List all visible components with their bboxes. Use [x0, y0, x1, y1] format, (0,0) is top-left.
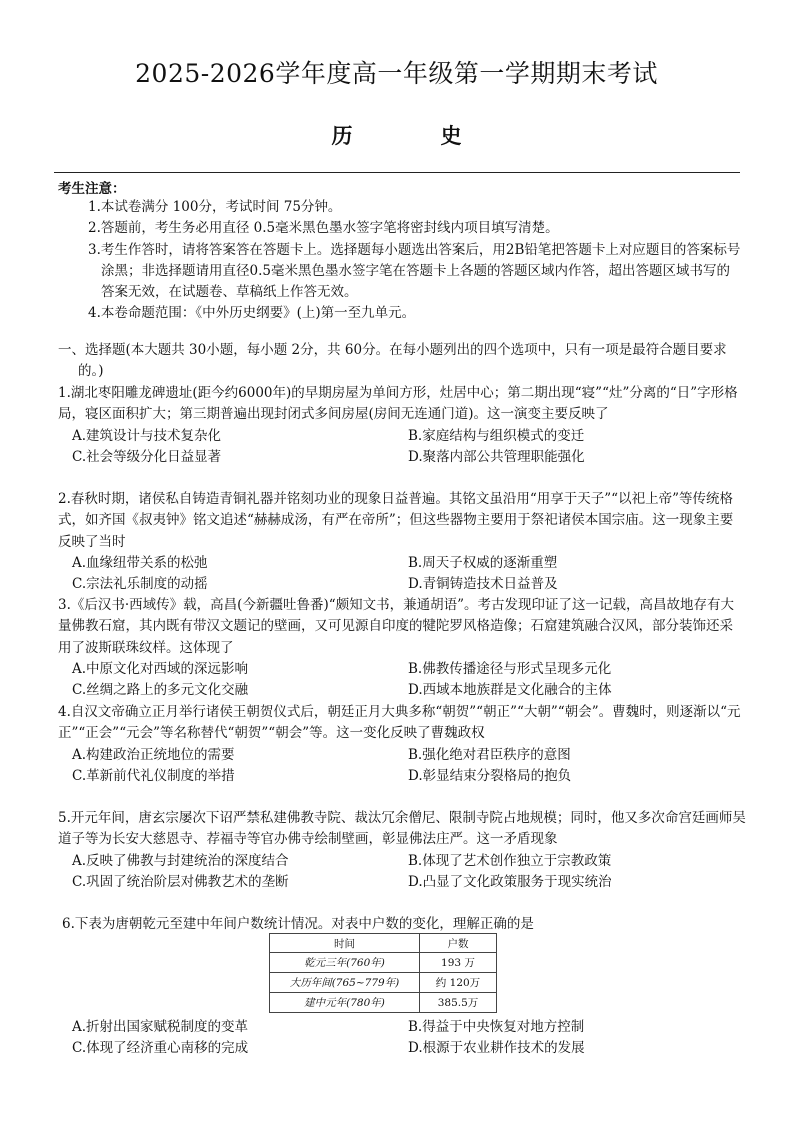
option-a[interactable]: A.中原文化对西域的深远影响	[72, 660, 249, 677]
question-3	[58, 595, 746, 701]
question-stem: 1.湖北枣阳雕龙碑遗址(距今约6000年)的早期房屋为单间方形，灶居中心；第二期出现“寝”“灶”分离的“日”字形格局，寝区面积扩大；第三期普遍出现封闭式多间房屋(房间无连通门道)。这一演变主要反映了	[58, 385, 738, 423]
table-cell: 乾元三年(760年)	[270, 953, 420, 973]
table-cell: 385.5万	[420, 993, 497, 1013]
option-d[interactable]: D.聚落内部公共管理职能强化	[408, 448, 585, 465]
option-d[interactable]: D.青铜铸造技术日益普及	[408, 576, 558, 593]
option-b[interactable]: B.强化绝对君臣秩序的意图	[408, 746, 571, 763]
question-5	[58, 808, 746, 893]
table-cell: 约 120万	[420, 973, 497, 993]
question-4	[58, 702, 746, 787]
option-c[interactable]: C.革新前代礼仪制度的举措	[72, 767, 235, 784]
table-cell: 大历年间(765~779年)	[270, 973, 420, 993]
table-header-cell: 时间	[270, 934, 420, 953]
option-c[interactable]: C.宗法礼乐制度的动摇	[72, 576, 208, 593]
table-header-row	[270, 934, 497, 953]
table-cell: 建中元年(780年)	[270, 993, 420, 1013]
question-stem: 3.《后汉书·西域传》载，高昌(今新疆吐鲁番)“颇知文书，兼通胡语”。考古发现印证了这一记载，高昌故地存有大量佛教石窟，其内既有带汉文题记的壁画，又可见源自印度的犍陀罗风格造像；石窟建筑融合汉风，部分装饰还采用了波斯联珠纹样。这体现了	[58, 597, 735, 656]
table-header-cell: 户数	[420, 934, 497, 953]
notice-item: 1.本试卷满分 100分，考试时间 75分钟。	[88, 199, 342, 215]
household-table	[269, 933, 497, 1013]
options-grid	[58, 851, 746, 894]
notice-item: 3.考生作答时，请将答案答在答题卡上。选择题每小题选出答案后，用2B铅笔把答题卡上对应题目的答案标号涂黑；非选择题请用直径0.5毫米黑色墨水签字笔在答题卡上各题的答题区域内作答，超出答题区域书写的答案无效，在试题卷、草稿纸上作答无效。	[88, 241, 741, 301]
table-row	[270, 953, 497, 973]
option-d[interactable]: D.凸显了文化政策服务于现实统治	[408, 873, 612, 890]
option-a[interactable]: A.构建政治正统地位的需要	[72, 746, 235, 763]
question-2	[58, 489, 746, 595]
option-a[interactable]: A.血缘纽带关系的松弛	[72, 554, 208, 571]
question-stem: 2.春秋时期，诸侯私自铸造青铜礼器并铭刻功业的现象日益普遍。其铭文虽沿用“用享于天子”“以祀上帝”等传统格式，如齐国《叔夷钟》铭文追述“赫赫成汤，有严在帝所”；但这些器物主要用于祭祀诸侯本国宗庙。这一现象主要反映了当时	[58, 491, 734, 550]
table-cell: 193 万	[420, 953, 497, 973]
notice-item: 2.答题前，考生务必用直径 0.5毫米黑色墨水签字笔将密封线内项目填写清楚。	[88, 220, 559, 237]
options-grid	[58, 745, 746, 788]
table-row	[270, 993, 497, 1013]
subject-char-2: 史	[440, 123, 462, 148]
options-grid	[58, 1017, 746, 1060]
option-a[interactable]: A.建筑设计与技术复杂化	[72, 427, 222, 444]
section-intro-text: 一、选择题(本大题共 30小题，每小题 2分，共 60分。在每小题列出的四个选项中，只有一项是最符合题目要求的。)	[58, 342, 727, 380]
option-d[interactable]: D.根源于农业耕作技术的发展	[408, 1040, 585, 1057]
option-b[interactable]: B.周天子权威的逐渐重塑	[408, 554, 558, 571]
notice-heading: 考生注意：	[58, 181, 126, 197]
option-d[interactable]: D.西域本地族群是文化融合的主体	[408, 682, 612, 699]
notice-item: 4.本卷命题范围：《中外历史纲要》(上)第一至九单元。	[88, 305, 416, 322]
option-c[interactable]: C.巩固了统治阶层对佛教艺术的垄断	[72, 873, 289, 890]
option-b[interactable]: B.家庭结构与组织模式的变迁	[408, 427, 585, 444]
header-divider	[54, 172, 740, 173]
notice-list	[88, 197, 743, 325]
options-grid	[58, 553, 746, 596]
option-c[interactable]: C.丝绸之路上的多元文化交融	[72, 682, 249, 699]
options-grid	[58, 426, 746, 469]
option-b[interactable]: B.体现了艺术创作独立于宗教政策	[408, 852, 612, 869]
question-stem: 5.开元年间，唐玄宗屡次下诏严禁私建佛教寺院、裁汰冗余僧尼、限制寺院占地规模；同时，他又多次命宫廷画师吴道子等为长安大慈恩寺、荐福寺等官办佛寺绘制壁画，彰显佛法庄严。这一矛盾现象	[58, 810, 746, 848]
question-stem: 4.自汉文帝确立正月举行诸侯王朝贺仪式后，朝廷正月大典多称“朝贺”“朝正”“大朝”“朝会”。曹魏时，则逐渐以“元正”“正会”“元会”等名称替代“朝贺”“朝会”等。这一变化反映了曹魏政权	[58, 704, 741, 742]
table-row	[270, 973, 497, 993]
option-d[interactable]: D.彰显结束分裂格局的抱负	[408, 767, 572, 784]
option-c[interactable]: C.社会等级分化日益显著	[72, 448, 222, 465]
section-intro	[58, 340, 746, 383]
question-1	[58, 383, 746, 468]
question-stem: 6.下表为唐朝乾元至建中年间户数统计情况。对表中户数的变化，理解正确的是	[62, 916, 534, 932]
option-c[interactable]: C.体现了经济重心南移的完成	[72, 1040, 249, 1057]
question-6-options	[58, 1017, 746, 1060]
options-grid	[58, 659, 746, 702]
option-b[interactable]: B.佛教传播途径与形式呈现多元化	[408, 660, 612, 677]
option-a[interactable]: A.反映了佛教与封建统治的深度结合	[72, 852, 289, 869]
exam-title: 2025-2026学年度高一年级第一学期期末考试	[135, 59, 658, 88]
option-a[interactable]: A.折射出国家赋税制度的变革	[72, 1019, 249, 1035]
subject-char-1: 历	[331, 123, 353, 148]
subject-title	[0, 120, 793, 150]
option-b[interactable]: B.得益于中央恢复对地方控制	[408, 1019, 585, 1035]
